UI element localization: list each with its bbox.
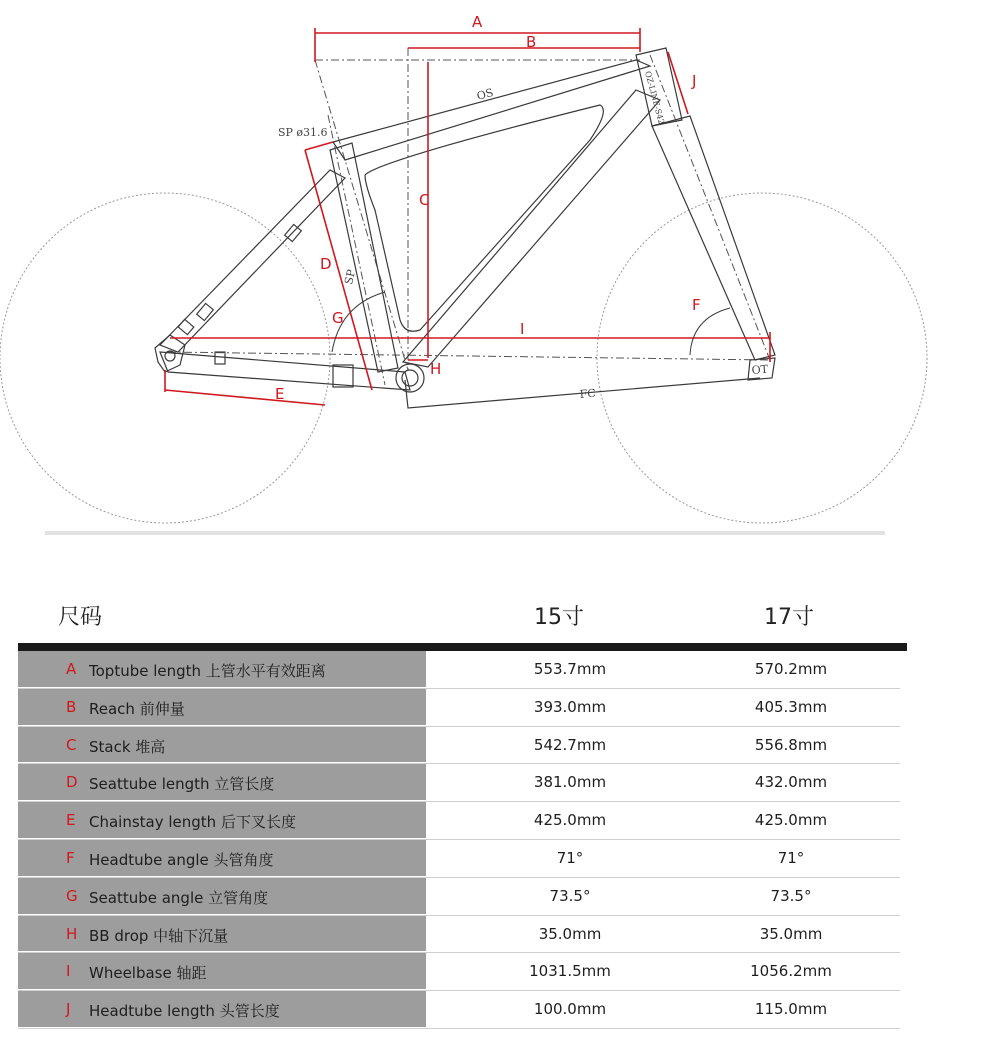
header-divider-bar: [18, 643, 907, 651]
row-letter: D: [66, 773, 78, 792]
table-row: [18, 802, 900, 840]
row-value-17: 556.8mm: [754, 735, 828, 754]
table-row: [18, 689, 900, 727]
row-name: Toptube length 上管水平有效距离: [89, 662, 326, 680]
row-letter: I: [66, 962, 71, 981]
table-row: [18, 727, 900, 765]
dimension-lines: [165, 28, 770, 405]
sp-label: SP: [342, 268, 359, 286]
row-value-15: 100.0mm: [533, 1000, 607, 1019]
angle-arcs: [332, 292, 730, 355]
dim-label-h: H: [430, 360, 442, 378]
dim-label-d: D: [320, 255, 332, 273]
row-label-cell: [18, 727, 426, 764]
size-15-header: 15寸: [534, 605, 584, 630]
dim-label-j: J: [692, 72, 697, 90]
table-row: [18, 878, 900, 916]
row-label-cell: [18, 953, 426, 990]
row-value-17: 73.5°: [770, 886, 812, 905]
row-name: Wheelbase 轴距: [89, 964, 207, 983]
row-letter: B: [66, 697, 77, 716]
dim-label-b: B: [526, 33, 537, 51]
row-value-15: 71°: [556, 848, 584, 867]
row-value-17: 35.0mm: [759, 924, 823, 943]
row-value-17: 432.0mm: [754, 773, 828, 792]
table-row: [18, 840, 900, 878]
row-value-15: 393.0mm: [533, 697, 607, 716]
size-17-header: 17寸: [764, 605, 814, 630]
dim-label-i: I: [520, 320, 525, 338]
row-letter: G: [66, 886, 78, 905]
dim-label-a: A: [472, 13, 483, 31]
dim-label-c: C: [419, 191, 430, 209]
row-value-15: 425.0mm: [533, 811, 607, 830]
table-row: [18, 991, 900, 1029]
dim-label-f: F: [692, 296, 701, 314]
row-value-17: 405.3mm: [754, 697, 828, 716]
row-name: Seattube angle 立管角度: [89, 888, 269, 907]
row-letter: F: [66, 848, 75, 867]
frame-outline: [155, 48, 775, 408]
table-row: [18, 953, 900, 991]
table-row: [18, 764, 900, 802]
row-value-17: 425.0mm: [754, 811, 828, 830]
row-letter: J: [66, 1000, 71, 1019]
row-name: BB drop 中轴下沉量: [89, 926, 229, 945]
geometry-spec-table: [18, 651, 900, 1029]
row-value-15: 1031.5mm: [529, 962, 611, 981]
table-row: [18, 916, 900, 954]
row-value-15: 35.0mm: [538, 924, 602, 943]
row-name: Chainstay length 后下叉长度: [89, 813, 296, 832]
size-table-header: [18, 600, 907, 642]
row-value-17: 115.0mm: [754, 1000, 828, 1019]
row-name: Seattube length 立管长度: [89, 775, 275, 794]
row-value-17: 1056.2mm: [750, 962, 832, 981]
fc-label: FC: [579, 386, 597, 401]
row-name: Headtube angle 头管角度: [89, 850, 274, 869]
row-letter: A: [66, 660, 77, 678]
row-value-17: 570.2mm: [754, 660, 828, 678]
row-name: Reach 前伸量: [89, 699, 185, 718]
dim-label-g: G: [332, 309, 344, 327]
row-value-15: 73.5°: [549, 886, 591, 905]
row-value-17: 71°: [777, 848, 805, 867]
row-value-15: 542.7mm: [533, 735, 607, 754]
os-label: OS: [475, 86, 495, 103]
headtube-label: OZ-LINE-S42: [643, 70, 666, 126]
row-letter: C: [66, 735, 77, 754]
row-letter: E: [66, 811, 76, 830]
row-letter: H: [66, 924, 78, 943]
table-row: [18, 651, 900, 689]
row-value-15: 381.0mm: [533, 773, 607, 792]
ot-label: OT: [751, 362, 769, 377]
dim-label-e: E: [275, 385, 285, 403]
row-name: Headtube length 头管长度: [89, 1002, 280, 1021]
row-label-cell: [18, 689, 426, 726]
seatpost-spec: SP ø31.6: [278, 126, 328, 139]
size-column-header: 尺码: [58, 605, 103, 630]
construction-lines: [168, 48, 770, 385]
ground-line: [45, 531, 885, 535]
row-name: Stack 堆高: [89, 737, 166, 756]
row-value-15: 553.7mm: [533, 660, 607, 678]
